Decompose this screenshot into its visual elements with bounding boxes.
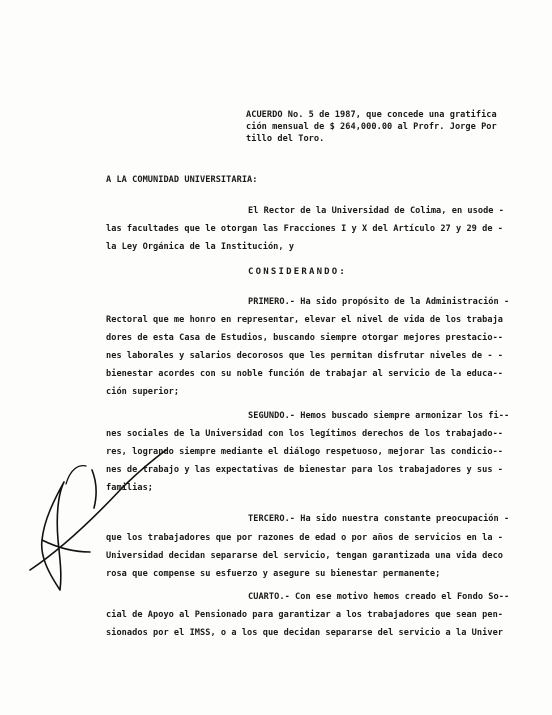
considerando-heading: CONSIDERANDO: [248, 267, 348, 277]
tercero-line-1: TERCERO.- Ha sido nuestra constante preocupación - [248, 514, 510, 524]
intro-line-2: las facultades que le otorgan las Fracciones I y X del Artículo 27 y 29 de - [106, 224, 504, 234]
cuarto-line-2: cial de Apoyo al Pensionado para garantizar a los trabajadores que sean pen- [106, 610, 504, 620]
segundo-line-2: nes sociales de la Universidad con los legítimos derechos de los trabajado-- [106, 429, 504, 439]
primero-line-3: dores de esta Casa de Estudios, buscando siempre otorgar mejores prestacio-- [106, 333, 504, 343]
header-line-1: ACUERDO No. 5 de 1987, que concede una gratifica [246, 110, 497, 120]
segundo-line-3: res, logrando siempre mediante el diálogo respetuoso, mejorar las condicio-- [106, 447, 504, 457]
primero-line-1: PRIMERO.- Ha sido propósito de la Administración - [248, 297, 510, 307]
tercero-line-4: rosa que compense su esfuerzo y asegure su bienestar permanente; [106, 569, 441, 579]
segundo-line-5: familias; [106, 483, 154, 493]
tercero-line-3: Universidad decidan separarse del servicio, tengan garantizada una vida deco [106, 551, 504, 561]
cuarto-line-3: sionados por el IMSS, o a los que decidan separarse del servicio a la Univer [106, 628, 504, 638]
primero-line-6: ción superior; [106, 387, 180, 397]
intro-line-3: la Ley Orgánica de la Institución, y [106, 242, 295, 252]
primero-line-5: bienestar acordes con su noble función de trabajar al servicio de la educa-- [106, 369, 504, 379]
header-line-2: ción mensual de $ 264,000.00 al Profr. Jorge Por [246, 122, 497, 132]
cuarto-line-1: CUARTO.- Con ese motivo hemos creado el Fondo So-- [248, 592, 510, 602]
segundo-line-4: nes de trabajo y las expectativas de bienestar para los trabajadores y sus - [106, 465, 504, 475]
primero-line-2: Rectoral que me honro en representar, elevar el nivel de vida de los trabaja [106, 315, 504, 325]
header-line-3: tillo del Toro. [246, 134, 325, 144]
segundo-line-1: SEGUNDO.- Hemos buscado siempre armonizar los fi-- [248, 411, 510, 421]
tercero-line-2: que los trabajadores que por razones de edad o por años de servicios en la - [106, 533, 504, 543]
primero-line-4: nes laborales y salarios decorosos que les permitan disfrutar niveles de - - [106, 351, 504, 361]
intro-line-1: El Rector de la Universidad de Colima, en usode - [248, 206, 504, 216]
salutation: A LA COMUNIDAD UNIVERSITARIA: [106, 175, 258, 185]
